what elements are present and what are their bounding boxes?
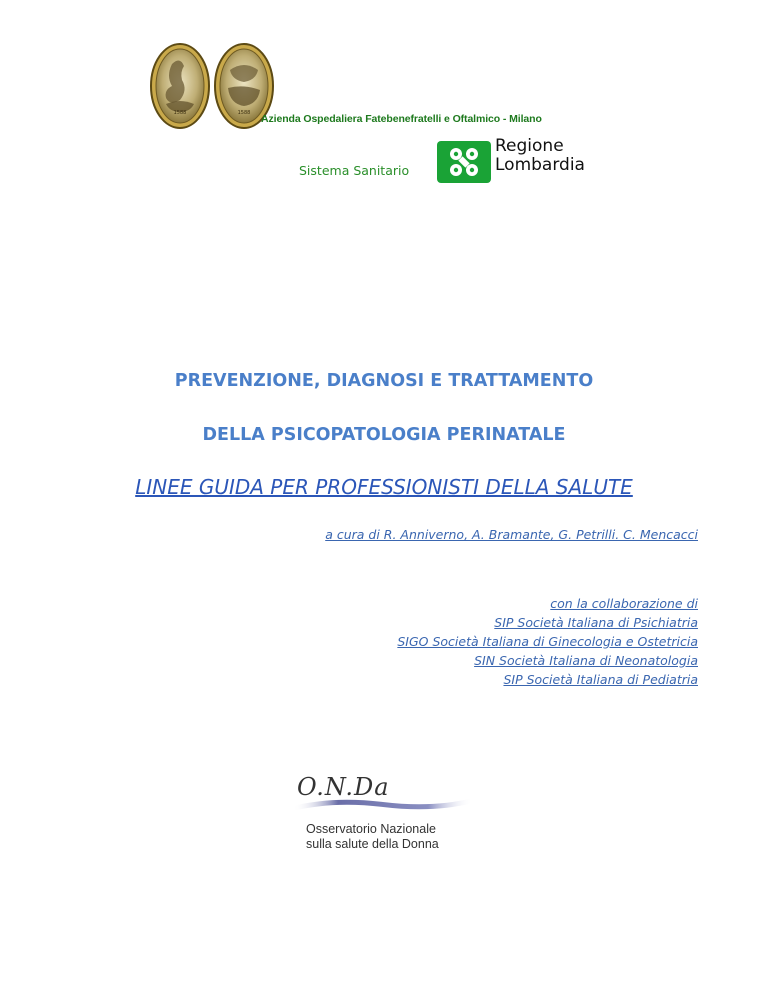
regione-label: Regione [495,136,564,156]
society-item[interactable]: SIP Società Italiana di Psichiatria [494,615,698,630]
collaboration-intro[interactable]: con la collaborazione di [550,596,698,611]
left-medallion-year: 1588 [173,110,187,116]
onda-logo [293,768,473,814]
hospital-medallions-logo [148,40,276,132]
left-medallion [151,44,209,128]
regione-lombardia-wordmark [495,137,585,175]
document-title-line2: DELLA PSICOPATOLOGIA PERINATALE [202,425,566,445]
onda-name-line2: sulla salute della Donna [306,837,439,851]
lombardia-label: Lombardia [495,155,585,175]
society-item[interactable]: SIN Società Italiana di Neonatologia [474,653,698,668]
document-title-line1: PREVENZIONE, DIAGNOSI E TRATTAMENTO [174,371,594,391]
right-medallion-year: 1588 [237,110,251,116]
onda-name-line1: Osservatorio Nazionale [306,822,436,836]
editors-line[interactable]: a cura di R. Anniverno, A. Bramante, G. Petrilli. C. Mencacci [325,527,698,542]
society-item[interactable]: SIGO Società Italiana di Ginecologia e Ostetricia [397,634,698,649]
regione-lombardia-rose-icon [437,141,491,183]
onda-organization-name [306,822,439,852]
onda-logo-text: O.N.Da [297,773,390,801]
document-subtitle[interactable]: LINEE GUIDA PER PROFESSIONISTI DELLA SALUTE [135,475,633,499]
society-item[interactable]: SIP Società Italiana di Pediatria [503,672,698,687]
sistema-sanitario-label: Sistema Sanitario [299,163,410,178]
hospital-name: Azienda Ospedaliera Fatebenefratelli e Oftalmico - Milano [261,113,542,125]
collaboration-block [397,594,698,689]
